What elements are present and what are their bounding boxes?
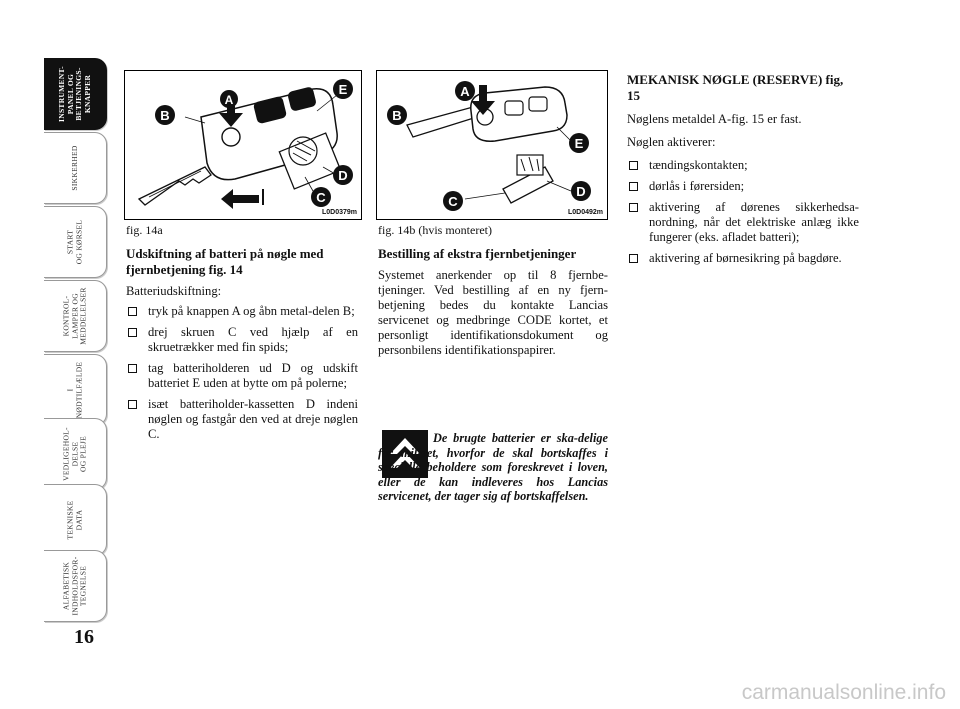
- tab-indholdsfortegnelse[interactable]: [44, 550, 107, 622]
- tab-label: TEKNISKE DATA: [65, 500, 83, 540]
- list-item: tændingskontakten;: [627, 158, 859, 173]
- page-number: 16: [74, 626, 94, 648]
- mechanical-key-section: [627, 72, 859, 272]
- list-item: dørlås i førersiden;: [627, 179, 859, 194]
- tab-start-og-korsel[interactable]: [44, 206, 107, 278]
- body-text: Nøglens metaldel A-fig. 15 er fast.: [627, 112, 802, 126]
- tab-nodtilfaelde[interactable]: [44, 354, 107, 426]
- tab-kontrollamper[interactable]: [44, 280, 107, 352]
- list-item: drej skruen C ved hjælp af en skruetrækker med fin spids;: [126, 325, 358, 355]
- label-e: E: [574, 136, 584, 151]
- list-item: aktivering af børnesikring på bagdøre.: [627, 251, 859, 266]
- instruction-list: [126, 304, 358, 442]
- tab-label: INSTRUMENT- PANEL OG BETJENINGS- KNAPPER: [57, 66, 92, 122]
- tab-instrument-panel[interactable]: [44, 58, 107, 130]
- label-a: A: [224, 93, 234, 107]
- list-item: aktivering af dørenes sikkerhedsa-nordning, når det elektriske anlæg ikke fungerer (eks. afladet batteri);: [627, 200, 859, 245]
- figure-14b-caption: fig. 14b (hvis monteret): [378, 223, 492, 237]
- key-battery-illustration: [125, 71, 361, 219]
- list-item: tryk på knappen A og åbn metal-delen B;: [126, 304, 358, 319]
- figure-14a: [124, 70, 362, 220]
- tab-label: ALFABETISK INDHOLDSFOR- TEGNELSE: [61, 556, 88, 616]
- tab-label: VEDLIGEHOL- DELSE OG PLEJE: [61, 427, 88, 481]
- tab-label: KONTROL- LAMPER OG MEDDELELSER: [61, 287, 88, 345]
- label-c: C: [448, 194, 458, 209]
- environment-note: De brugte batterier er ska-delige for miljøet, hvorfor de skal bortskaffes i specielle beholdere som foreskrevet i loven, eller de kan indleveres hos Lancias servicenet, der tager sig af bortskaffelsen.: [378, 431, 608, 503]
- figure-14a-caption: fig. 14a: [126, 223, 163, 237]
- tab-label: START OG KØRSEL: [65, 219, 83, 265]
- body-text: Nøglen aktiverer:: [627, 135, 716, 149]
- battery-replacement-section: [126, 246, 358, 448]
- tab-label: SIKKERHED: [69, 145, 79, 191]
- section-heading: Bestilling af ekstra fjernbetjeninger: [378, 246, 577, 261]
- tab-tekniske-data[interactable]: [44, 484, 107, 556]
- body-text: Systemet anerkender op til 8 fjernbe-tjeninger. Ved bestilling af en ny fjern-betjening bedes du kontakte Lancias servicenet og medbringe CODE kortet, et personligt identifikationsdokument og personbilens identifikationspapirer.: [378, 268, 608, 357]
- section-heading: Udskiftning af batteri på nøgle med fjernbetjening fig. 14: [126, 246, 324, 277]
- tab-label: I NØDTILFÆLDE: [65, 361, 83, 419]
- list-item: isæt batteriholder-kassetten D indeni nøglen og fastgår den ved at dreje nøglen C.: [126, 397, 358, 442]
- label-c: C: [316, 190, 326, 205]
- figure-code: L0D0492m: [567, 209, 603, 216]
- tab-vedligeholdelse[interactable]: [44, 418, 107, 490]
- label-b: B: [160, 108, 170, 123]
- watermark: carmanualsonline.info: [741, 681, 946, 704]
- intro-text: Batteriudskiftning:: [126, 284, 222, 298]
- label-d: D: [576, 184, 586, 199]
- label-d: D: [338, 168, 348, 183]
- tab-sikkerhed[interactable]: [44, 132, 107, 204]
- figure-code: L0D0379m: [321, 209, 357, 216]
- label-e: E: [338, 82, 348, 97]
- extra-remotes-section: [378, 246, 608, 363]
- figure-14b: [376, 70, 608, 220]
- list-item: tag batteriholderen ud D og udskift batteriet E uden at bytte om på polerne;: [126, 361, 358, 391]
- section-heading: MEKANISK NØGLE (RESERVE) fig, 15: [627, 72, 844, 103]
- spare-key-illustration: [377, 71, 607, 219]
- label-b: B: [392, 108, 402, 123]
- activation-list: [627, 158, 859, 266]
- label-a: A: [460, 84, 470, 99]
